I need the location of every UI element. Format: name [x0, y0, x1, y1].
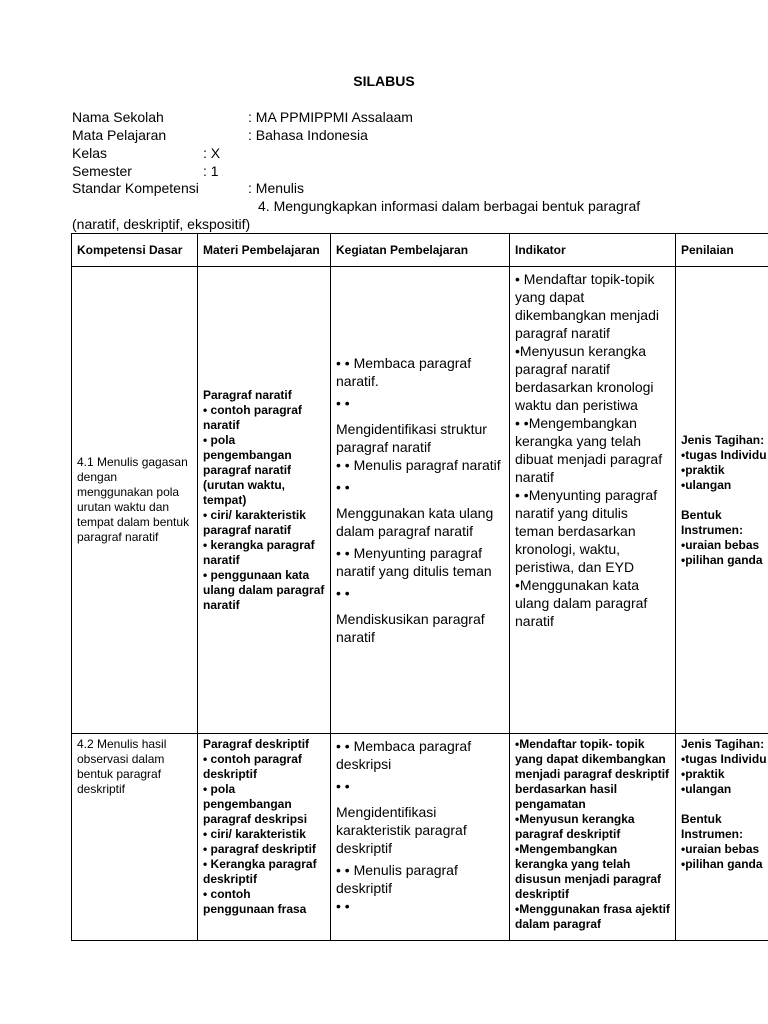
penilaian-item: •tugas Individu: [681, 752, 767, 766]
info-label: Mata Pelajaran: [72, 127, 167, 143]
penilaian-cell: [676, 734, 768, 941]
penilaian-item: •ulangan: [681, 477, 732, 492]
indikator-cell: [510, 267, 676, 734]
info-label: Kelas: [72, 145, 108, 161]
info-value: : Menulis: [248, 180, 305, 196]
indikator-item: •Menyusun kerangka paragraf naratif berdasarkan kronologi waktu dan peristiwa: [515, 343, 654, 413]
materi-item: • pola pengembangan paragraf deskripsi: [203, 782, 308, 826]
kegiatan-item: • • Menyunting paragraf naratif yang ditulis teman: [336, 545, 492, 579]
kegiatan-item: • • Menulis paragraf deskriptif: [336, 862, 458, 896]
header-kompetensi: Kompetensi Dasar: [72, 234, 198, 267]
kegiatan-cell: [331, 734, 510, 941]
indikator-item: •Menggunakan frasa ajektif dalam paragraf: [515, 902, 670, 931]
penilaian-item: Jenis Tagihan:: [681, 432, 765, 447]
document-title: SILABUS: [353, 73, 415, 89]
materi-cell: [198, 734, 331, 941]
kegiatan-item: • •: [336, 898, 350, 914]
materi-cell: [198, 267, 331, 734]
materi-item: • paragraf deskriptif: [203, 842, 316, 856]
kompetensi-cell: 4.1 Menulis gagasan dengan menggunakan pola urutan waktu dan tempat dalam bentuk paragraf naratif: [72, 267, 198, 734]
materi-item: • ciri/ karakteristik: [203, 827, 306, 841]
kegiatan-item: • • Membaca paragraf deskripsi: [336, 738, 472, 772]
kegiatan-item: • •: [336, 585, 350, 601]
info-value: : 1: [203, 163, 219, 179]
penilaian-item: •uraian bebas: [681, 842, 760, 856]
penilaian-item: Jenis Tagihan:: [681, 737, 765, 751]
materi-item: • kerangka paragraf naratif: [203, 537, 315, 567]
indikator-cell: [510, 734, 676, 941]
penilaian-item: Bentuk Instrumen:: [681, 507, 744, 537]
info-value: : Bahasa Indonesia: [248, 127, 368, 143]
indikator-item: •Menyusun kerangka paragraf deskriptif: [515, 812, 635, 841]
kompetensi-cell: 4.2 Menulis hasil observasi dalam bentuk paragraf deskriptif: [72, 734, 198, 941]
indikator-item: •Mengembangkan kerangka yang telah disusun menjadi paragraf deskriptif: [515, 842, 662, 901]
penilaian-item: •pilihan ganda: [681, 552, 763, 567]
penilaian-item: Bentuk Instrumen:: [681, 812, 744, 841]
materi-item: • contoh paragraf deskriptif: [203, 752, 302, 781]
penilaian-item: •praktik: [681, 462, 725, 477]
info-label: Nama Sekolah: [72, 109, 164, 125]
penilaian-item: •tugas Individu: [681, 447, 767, 462]
materi-item: • pola pengembangan paragraf naratif (urutan waktu, tempat): [203, 432, 292, 507]
penilaian-spacer: [681, 797, 768, 812]
indikator-item: •Menggunakan kata ulang dalam paragraf naratif: [515, 577, 648, 629]
materi-title: Paragraf naratif: [203, 387, 292, 402]
materi-item: • ciri/ karakteristik paragraf naratif: [203, 507, 306, 537]
header-indikator: Indikator: [510, 234, 676, 267]
table-row: [72, 734, 768, 941]
indikator-item: • •Menyunting paragraf naratif yang ditulis teman berdasarkan kronologi, waktu, peristiwa, dan EYD: [515, 487, 658, 575]
info-value: : MA PPMIPPMI Assalaam: [248, 109, 413, 125]
kegiatan-item: • • Membaca paragraf naratif.: [336, 355, 472, 389]
header-kegiatan: Kegiatan Pembelajaran: [331, 234, 510, 267]
table-header-row: [72, 234, 768, 267]
info-value: : X: [203, 145, 221, 161]
kegiatan-item: • •: [336, 778, 350, 794]
table-row: [72, 267, 768, 734]
kegiatan-item: Mengidentifikasi struktur paragraf naratif: [336, 421, 487, 455]
standard-description-cont: (naratif, deskriptif, ekspositif): [72, 216, 251, 232]
header-materi: Materi Pembelajaran: [198, 234, 331, 267]
kegiatan-item: Mengidentifikasi karakteristik paragraf deskriptif: [336, 804, 467, 856]
header-penilaian: Penilaian: [676, 234, 768, 267]
info-label: Standar Kompetensi: [72, 180, 199, 196]
penilaian-cell: [676, 267, 768, 734]
syllabus-table: [71, 233, 768, 941]
penilaian-item: •praktik: [681, 767, 725, 781]
kegiatan-item: Mendiskusikan paragraf naratif: [336, 611, 485, 645]
kegiatan-item: Menggunakan kata ulang dalam paragraf naratif: [336, 505, 494, 539]
kegiatan-cell: [331, 267, 510, 734]
penilaian-spacer: [681, 493, 768, 508]
kegiatan-item: • •: [336, 479, 350, 495]
penilaian-item: •uraian bebas: [681, 537, 760, 552]
penilaian-item: •ulangan: [681, 782, 732, 796]
materi-item: • contoh penggunaan frasa: [203, 887, 307, 916]
indikator-item: • •Mengembangkan kerangka yang telah dibuat menjadi paragraf naratif: [515, 415, 663, 485]
kegiatan-item: • •: [336, 395, 350, 411]
standard-description: 4. Mengungkapkan informasi dalam berbagai bentuk paragraf: [258, 198, 641, 214]
indikator-item: •Mendaftar topik- topik yang dapat dikembangkan menjadi paragraf deskriptif berdasarkan hasil pengamatan: [515, 737, 670, 811]
materi-item: • contoh paragraf naratif: [203, 402, 302, 432]
info-label: Semester: [72, 163, 132, 179]
materi-item: • penggunaan kata ulang dalam paragraf naratif: [203, 567, 325, 612]
indikator-item: • Mendaftar topik-topik yang dapat dikembangkan menjadi paragraf naratif: [515, 271, 659, 341]
materi-title: Paragraf deskriptif: [203, 737, 310, 751]
materi-item: • Kerangka paragraf deskriptif: [203, 857, 317, 886]
penilaian-item: •pilihan ganda: [681, 857, 763, 871]
kegiatan-item: • • Menulis paragraf naratif: [336, 457, 501, 473]
